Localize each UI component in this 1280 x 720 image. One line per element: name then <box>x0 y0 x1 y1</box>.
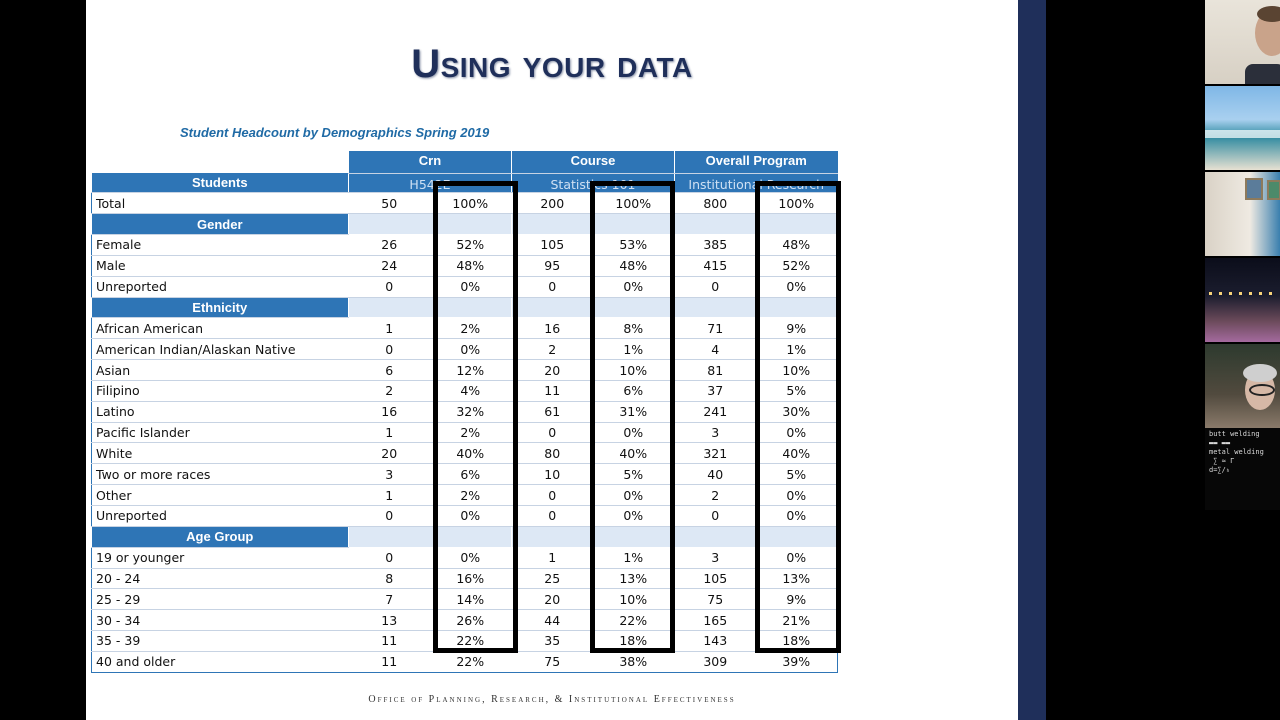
table-cell: 100% <box>430 193 512 214</box>
table-cell: 3 <box>349 464 430 485</box>
table-cell: 0% <box>756 276 838 297</box>
section-fill <box>675 526 756 547</box>
table-cell: 5% <box>756 380 838 401</box>
row-label: Other <box>92 485 349 506</box>
table-cell: 1% <box>593 547 675 568</box>
table-cell: 16 <box>512 318 593 339</box>
table-cell: 0% <box>593 422 675 443</box>
table-cell: 13 <box>349 610 430 631</box>
table-cell: 50 <box>349 193 430 214</box>
participant-video-2[interactable] <box>1205 86 1280 170</box>
table-cell: 5% <box>593 464 675 485</box>
table-cell: 6% <box>430 464 512 485</box>
table-cell: 16 <box>349 401 430 422</box>
table-cell: 309 <box>675 651 756 672</box>
participant-background-wave <box>1205 130 1280 138</box>
row-label: Unreported <box>92 276 349 297</box>
table-cell: 75 <box>512 651 593 672</box>
section-header: Gender <box>92 214 349 235</box>
section-fill <box>349 297 430 318</box>
table-cell: 7 <box>349 589 430 610</box>
table-cell: 105 <box>675 568 756 589</box>
row-label: White <box>92 443 349 464</box>
table-cell: 39% <box>756 651 838 672</box>
table-cell: 21% <box>756 610 838 631</box>
participant-hair <box>1257 6 1280 22</box>
table-cell: 52% <box>756 255 838 276</box>
table-cell: 1 <box>349 318 430 339</box>
table-cell: 22% <box>593 610 675 631</box>
table-cell: 44 <box>512 610 593 631</box>
table-cell: 1 <box>512 547 593 568</box>
table-cell: 95 <box>512 255 593 276</box>
table-cell: 0% <box>430 276 512 297</box>
table-cell: 4 <box>675 339 756 360</box>
participant-hair <box>1243 364 1277 382</box>
table-cell: 40% <box>430 443 512 464</box>
table-cell: 40 <box>675 464 756 485</box>
table-cell: 9% <box>756 589 838 610</box>
table-cell: 0% <box>593 276 675 297</box>
table-cell: 32% <box>430 401 512 422</box>
section-fill <box>512 526 593 547</box>
row-label: 35 - 39 <box>92 631 349 652</box>
table-caption: Student Headcount by Demographics Spring 2019 <box>180 125 490 140</box>
table-cell: 143 <box>675 631 756 652</box>
column-group-subtitle: H542E <box>349 173 512 193</box>
table-cell: 0 <box>349 339 430 360</box>
table-cell: 8 <box>349 568 430 589</box>
table-cell: 3 <box>675 547 756 568</box>
table-cell: 415 <box>675 255 756 276</box>
table-cell: 30% <box>756 401 838 422</box>
row-label: Asian <box>92 360 349 381</box>
table-cell: 0 <box>349 506 430 527</box>
table-cell: 24 <box>349 255 430 276</box>
table-cell: 2 <box>512 339 593 360</box>
highlight-box-crn <box>433 181 518 653</box>
table-cell: 2% <box>430 422 512 443</box>
table-cell: 1 <box>349 422 430 443</box>
wall-picture-frame <box>1267 180 1280 200</box>
table-cell: 48% <box>430 255 512 276</box>
column-group-title: Course <box>512 151 675 173</box>
column-group-subtitle: Statistics 101 <box>512 173 675 193</box>
section-header: Age Group <box>92 526 349 547</box>
section-fill <box>349 526 430 547</box>
table-cell: 0% <box>756 547 838 568</box>
table-cell: 0% <box>430 547 512 568</box>
row-label: 25 - 29 <box>92 589 349 610</box>
table-cell: 8% <box>593 318 675 339</box>
table-cell: 18% <box>593 631 675 652</box>
table-cell: 800 <box>675 193 756 214</box>
table-cell: 26% <box>430 610 512 631</box>
table-cell: 10% <box>593 360 675 381</box>
table-cell: 35 <box>512 631 593 652</box>
table-cell: 2% <box>430 485 512 506</box>
table-cell: 40% <box>593 443 675 464</box>
row-label: American Indian/Alaskan Native <box>92 339 349 360</box>
participant-shirt <box>1245 64 1280 84</box>
row-label: Two or more races <box>92 464 349 485</box>
section-fill <box>349 214 430 235</box>
section-header: Ethnicity <box>92 297 349 318</box>
table-cell: 2% <box>430 318 512 339</box>
table-cell: 14% <box>430 589 512 610</box>
table-cell: 321 <box>675 443 756 464</box>
row-label: Filipino <box>92 380 349 401</box>
table-cell: 105 <box>512 235 593 256</box>
table-cell: 2 <box>349 380 430 401</box>
table-cell: 0 <box>675 506 756 527</box>
row-label: Pacific Islander <box>92 422 349 443</box>
table-cell: 0% <box>756 485 838 506</box>
table-cell: 0 <box>512 422 593 443</box>
section-fill <box>512 214 593 235</box>
participant-video-4[interactable] <box>1205 258 1280 342</box>
header-blank <box>92 151 349 173</box>
whiteboard-sketch: butt welding ▬▬ ▬▬ metal welding ∑ ≈ Γ d=∑/ₕ <box>1209 430 1264 474</box>
section-fill <box>512 297 593 318</box>
table-cell: 37 <box>675 380 756 401</box>
table-cell: 6 <box>349 360 430 381</box>
table-cell: 80 <box>512 443 593 464</box>
table-cell: 0 <box>512 276 593 297</box>
participant-video-5[interactable] <box>1205 344 1280 428</box>
row-label: Unreported <box>92 506 349 527</box>
table-cell: 385 <box>675 235 756 256</box>
table-cell: 100% <box>756 193 838 214</box>
participant-video-1[interactable] <box>1205 0 1280 84</box>
table-cell: 200 <box>512 193 593 214</box>
column-group-subtitle: Institutional Research <box>675 173 838 193</box>
table-cell: 0 <box>675 276 756 297</box>
slide-side-band <box>1018 0 1046 720</box>
table-cell: 1 <box>349 485 430 506</box>
table-cell: 0 <box>349 547 430 568</box>
table-cell: 165 <box>675 610 756 631</box>
row-label: 30 - 34 <box>92 610 349 631</box>
table-header-row <box>92 151 838 173</box>
table-cell: 0% <box>756 422 838 443</box>
table-cell: 20 <box>349 443 430 464</box>
row-label: Female <box>92 235 349 256</box>
highlight-box-course <box>590 181 675 653</box>
participant-video-3[interactable] <box>1205 172 1280 256</box>
table-cell: 20 <box>512 589 593 610</box>
table-cell: 16% <box>430 568 512 589</box>
table-cell: 13% <box>756 568 838 589</box>
table-cell: 0% <box>430 339 512 360</box>
table-cell: 9% <box>756 318 838 339</box>
highlight-box-overall <box>755 181 841 653</box>
table-cell: 61 <box>512 401 593 422</box>
table-cell: 38% <box>593 651 675 672</box>
table-cell: 22% <box>430 631 512 652</box>
table-cell: 1% <box>593 339 675 360</box>
column-group-title: Overall Program <box>675 151 838 173</box>
table-cell: 0% <box>756 506 838 527</box>
table-cell: 10% <box>593 589 675 610</box>
slide-title: Using your data <box>411 42 693 86</box>
table-cell: 18% <box>756 631 838 652</box>
row-label: 40 and older <box>92 651 349 672</box>
table-cell: 11 <box>512 380 593 401</box>
row-label: 19 or younger <box>92 547 349 568</box>
students-header: Students <box>92 173 349 193</box>
table-cell: 48% <box>756 235 838 256</box>
table-cell: 6% <box>593 380 675 401</box>
table-cell: 0 <box>349 276 430 297</box>
table-cell: 3 <box>675 422 756 443</box>
table-cell: 81 <box>675 360 756 381</box>
table-cell: 26 <box>349 235 430 256</box>
table-cell: 0 <box>512 506 593 527</box>
slide-footer: Office of Planning, Research, & Institutional Effectiveness <box>368 694 736 705</box>
table-cell: 10 <box>512 464 593 485</box>
table-cell: 22% <box>430 651 512 672</box>
participant-glasses <box>1249 384 1275 396</box>
row-label: Latino <box>92 401 349 422</box>
table-cell: 48% <box>593 255 675 276</box>
table-cell: 1% <box>756 339 838 360</box>
table-cell: 53% <box>593 235 675 256</box>
table-cell: 11 <box>349 651 430 672</box>
table-cell: 20 <box>512 360 593 381</box>
table-cell: 0 <box>512 485 593 506</box>
table-cell: 40% <box>756 443 838 464</box>
section-fill <box>675 297 756 318</box>
row-label: Male <box>92 255 349 276</box>
participant-video-6[interactable] <box>1205 428 1280 510</box>
table-cell: 12% <box>430 360 512 381</box>
row-label: 20 - 24 <box>92 568 349 589</box>
table-cell: 25 <box>512 568 593 589</box>
section-fill <box>675 214 756 235</box>
table-cell: 0% <box>430 506 512 527</box>
row-label: Total <box>92 193 349 214</box>
table-cell: 75 <box>675 589 756 610</box>
row-label: African American <box>92 318 349 339</box>
table-cell: 10% <box>756 360 838 381</box>
table-cell: 11 <box>349 631 430 652</box>
city-lights <box>1209 292 1277 295</box>
table-cell: 52% <box>430 235 512 256</box>
column-group-title: Crn <box>349 151 512 173</box>
table-cell: 4% <box>430 380 512 401</box>
wall-picture-frame <box>1245 178 1263 200</box>
table-cell: 241 <box>675 401 756 422</box>
table-row <box>92 651 838 672</box>
table-cell: 71 <box>675 318 756 339</box>
table-cell: 0% <box>593 485 675 506</box>
table-cell: 0% <box>593 506 675 527</box>
table-cell: 13% <box>593 568 675 589</box>
table-cell: 2 <box>675 485 756 506</box>
table-cell: 5% <box>756 464 838 485</box>
table-cell: 100% <box>593 193 675 214</box>
table-cell: 31% <box>593 401 675 422</box>
